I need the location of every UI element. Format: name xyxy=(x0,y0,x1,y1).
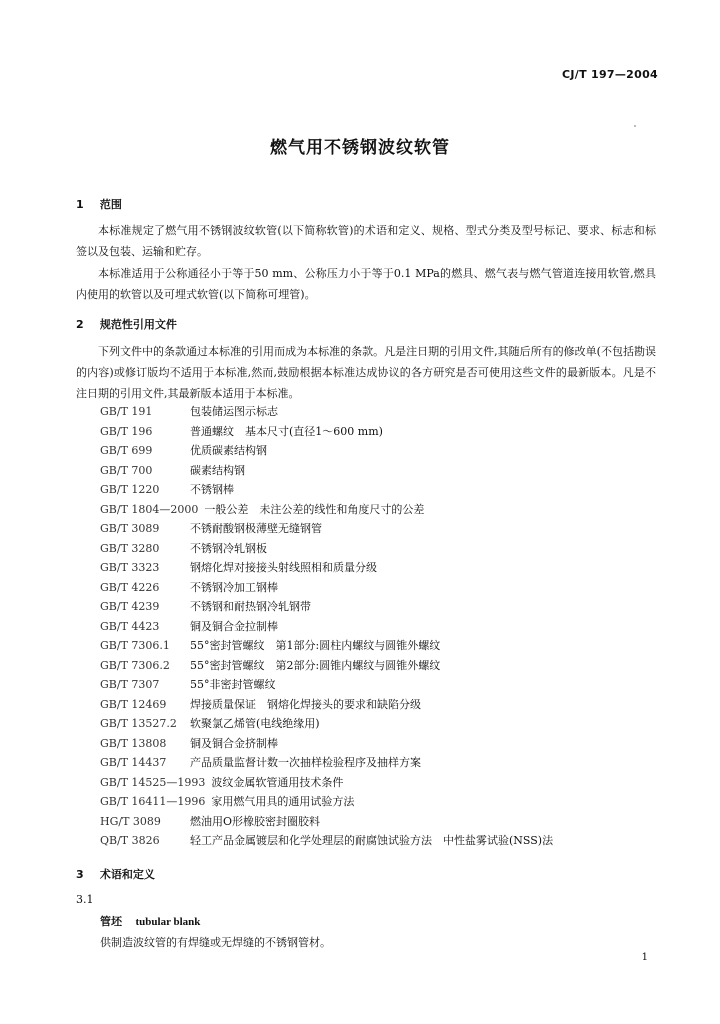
reference-title: 不锈钢棒 xyxy=(190,483,234,496)
reference-code: GB/T 191 xyxy=(100,405,153,418)
term-definition: 供制造波纹管的有焊缝或无焊缝的不锈钢管材。 xyxy=(100,936,331,949)
scope-paragraph-2: 本标准适用于公称通径小于等于50 mm、公称压力小于等于0.1 MPa的燃具、燃气表与燃气管道连接用软管,燃具内使用的软管以及可埋式软管(以下简称可埋管)。 xyxy=(76,267,656,301)
reference-list xyxy=(100,402,660,851)
reference-title: 不锈钢冷加工钢棒 xyxy=(190,580,278,594)
section-number: 2 xyxy=(76,318,84,331)
standard-code: CJ/T 197—2004 xyxy=(562,68,658,81)
document-title: 燃气用不锈钢波纹软管 xyxy=(270,138,450,158)
reference-code: GB/T 4423 xyxy=(100,619,160,633)
reference-code: GB/T 1220 xyxy=(100,483,160,496)
reference-title: 轻工产品金属镀层和化学处理层的耐腐蚀试验方法 中性盐雾试验(NSS)法 xyxy=(190,834,554,847)
term-chinese: 管坯 xyxy=(100,915,122,928)
reference-code: GB/T 12469 xyxy=(100,697,167,711)
reference-title: 钢熔化焊对接接头射线照相和质量分级 xyxy=(190,561,377,574)
reference-title: 产品质量监督计数一次抽样检验程序及抽样方案 xyxy=(190,756,421,769)
reference-code: GB/T 3323 xyxy=(100,561,160,574)
reference-code: GB/T 7306.2 xyxy=(100,658,170,672)
reference-item xyxy=(100,500,660,520)
section-title: 范围 xyxy=(99,198,122,211)
reference-item xyxy=(100,773,660,793)
reference-item xyxy=(100,695,660,715)
reference-title: 55°非密封管螺纹 xyxy=(190,678,276,691)
reference-code: GB/T 16411—1996 xyxy=(100,795,206,808)
reference-item xyxy=(100,461,660,481)
reference-item xyxy=(100,402,660,422)
reference-title: 不锈钢冷轧钢板 xyxy=(190,541,267,555)
reference-title: 55°密封管螺纹 第2部分:圆锥内螺纹与圆锥外螺纹 xyxy=(190,658,441,672)
reference-title: 包装储运图示标志 xyxy=(190,405,278,418)
section-title: 术语和定义 xyxy=(99,868,155,881)
reference-title: 波纹金属软管通用技术条件 xyxy=(211,775,344,789)
reference-title: 一般公差 未注公差的线性和角度尺寸的公差 xyxy=(204,502,425,516)
section-number: 3 xyxy=(76,868,84,881)
reference-item xyxy=(100,441,660,461)
section-number: 1 xyxy=(76,198,84,211)
section-2-heading xyxy=(76,316,177,332)
reference-code: GB/T 14437 xyxy=(100,756,167,769)
reference-title: 家用燃气用具的通用试验方法 xyxy=(211,795,355,808)
scan-speck xyxy=(634,125,636,127)
reference-code: GB/T 13808 xyxy=(100,736,167,750)
reference-title: 铜及铜合金拉制棒 xyxy=(190,619,278,633)
reference-code: QB/T 3826 xyxy=(100,834,160,847)
clause-number: 3.1 xyxy=(76,893,94,906)
reference-title: 普通螺纹 基本尺寸(直径1～600 mm) xyxy=(190,424,383,438)
reference-title: 软聚氯乙烯管(电线绝缘用) xyxy=(190,717,320,730)
reference-title: 燃油用O形橡胶密封圈胶料 xyxy=(190,814,321,828)
reference-code: GB/T 4239 xyxy=(100,600,160,613)
reference-item xyxy=(100,636,660,656)
page-number: 1 xyxy=(641,952,648,963)
reference-item xyxy=(100,812,660,832)
reference-code: GB/T 7306.1 xyxy=(100,639,170,652)
reference-code: GB/T 14525—1993 xyxy=(100,775,206,789)
term-english: tubular blank xyxy=(135,916,201,928)
reference-item xyxy=(100,675,660,695)
reference-item xyxy=(100,792,660,812)
reference-item xyxy=(100,734,660,754)
reference-item xyxy=(100,753,660,773)
reference-code: GB/T 3280 xyxy=(100,541,160,555)
reference-code: GB/T 196 xyxy=(100,424,153,438)
scope-paragraph-1: 本标准规定了燃气用不锈钢波纹软管(以下简称软管)的术语和定义、规格、型式分类及型号标记、要求、标志和标签以及包装、运输和贮存。 xyxy=(76,224,656,258)
reference-code: GB/T 699 xyxy=(100,444,153,457)
reference-item xyxy=(100,539,660,559)
reference-title: 铜及铜合金挤制棒 xyxy=(190,736,278,750)
reference-code: GB/T 700 xyxy=(100,463,153,477)
reference-code: GB/T 4226 xyxy=(100,580,160,594)
reference-title: 焊接质量保证 钢熔化焊接头的要求和缺陷分级 xyxy=(190,697,421,711)
reference-code: GB/T 7307 xyxy=(100,678,160,691)
references-intro-paragraph: 下列文件中的条款通过本标准的引用而成为本标准的条款。凡是注日期的引用文件,其随后所有的修改单(不包括勘误的内容)或修订版均不适用于本标准,然而,鼓励根据本标准达成协议的各方研究是否可使用这些文件的最新版本。凡是不注日期的引用文件,其最新版本适用于本标准。 xyxy=(76,345,656,400)
reference-code: HG/T 3089 xyxy=(100,814,161,828)
reference-title: 55°密封管螺纹 第1部分:圆柱内螺纹与圆锥外螺纹 xyxy=(190,639,441,652)
reference-item xyxy=(100,578,660,598)
reference-title: 不锈耐酸钢极薄壁无缝钢管 xyxy=(190,522,322,535)
section-1-heading xyxy=(76,196,122,212)
reference-title: 优质碳素结构钢 xyxy=(190,444,267,457)
reference-item xyxy=(100,519,660,539)
reference-title: 不锈钢和耐热钢冷轧钢带 xyxy=(190,600,311,613)
reference-title: 碳素结构钢 xyxy=(190,463,245,477)
reference-item xyxy=(100,558,660,578)
term-entry xyxy=(100,913,200,929)
reference-item xyxy=(100,656,660,676)
reference-item xyxy=(100,831,660,851)
reference-item xyxy=(100,597,660,617)
reference-item xyxy=(100,422,660,442)
reference-item xyxy=(100,480,660,500)
reference-item xyxy=(100,617,660,637)
section-title: 规范性引用文件 xyxy=(99,318,177,331)
reference-item xyxy=(100,714,660,734)
section-3-heading xyxy=(76,866,155,882)
reference-code: GB/T 3089 xyxy=(100,522,160,535)
reference-code: GB/T 1804—2000 xyxy=(100,502,199,516)
reference-code: GB/T 13527.2 xyxy=(100,717,177,730)
